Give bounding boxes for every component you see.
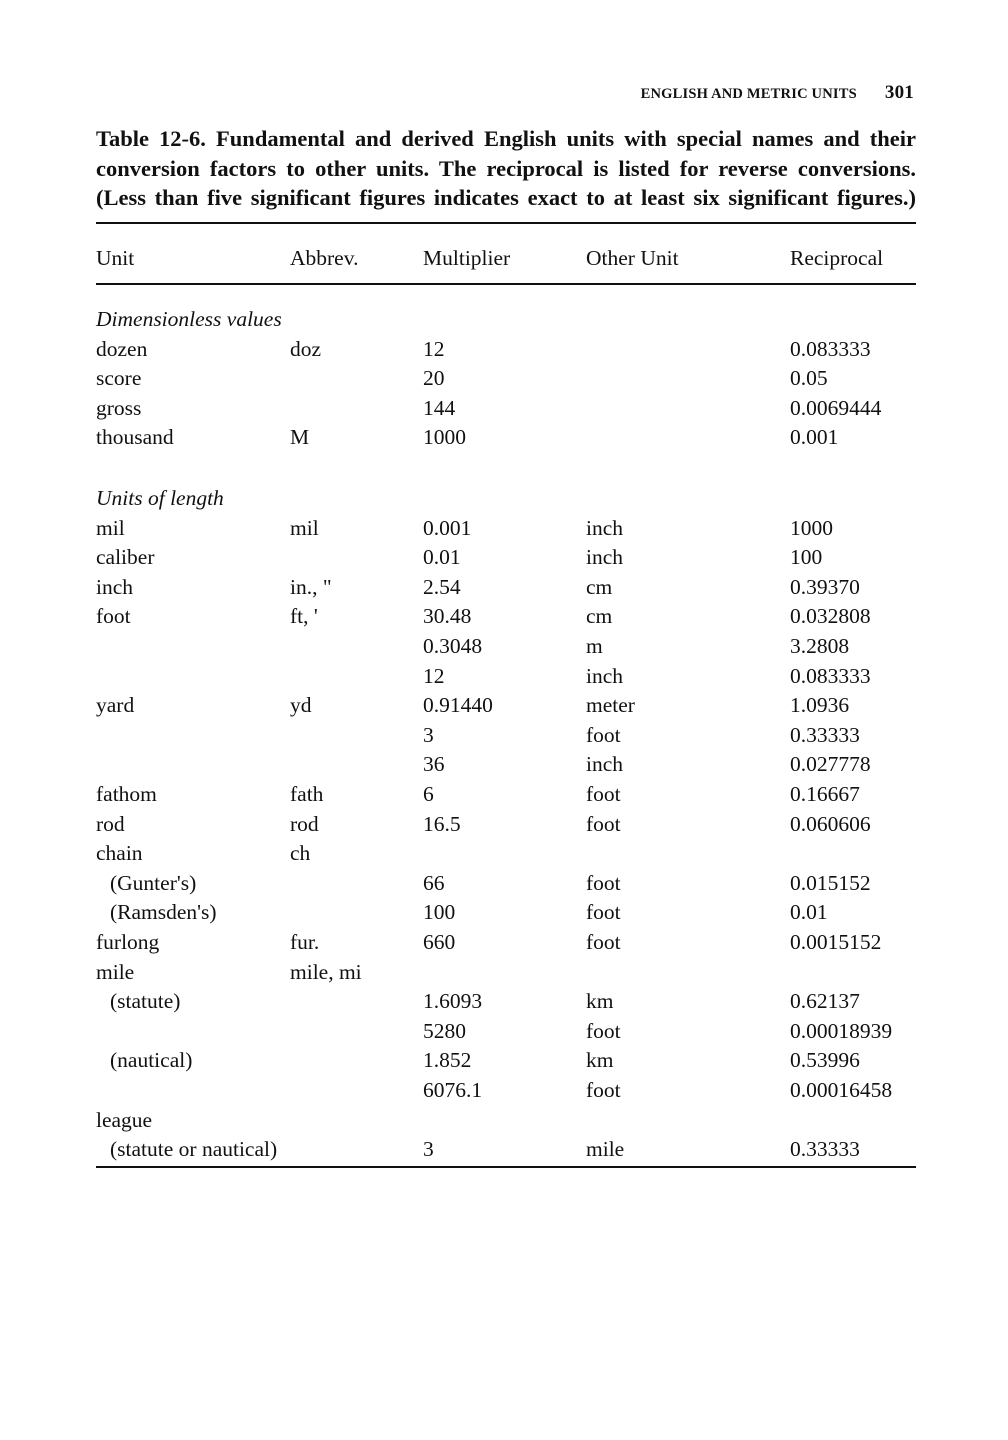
cell-multiplier: 30.48 (423, 604, 472, 629)
cell-multiplier: 3 (423, 1137, 434, 1162)
cell-reciprocal: 0.62137 (790, 989, 860, 1014)
cell-other: inch (586, 663, 624, 688)
section-heading: Units of length (96, 486, 224, 510)
cell-other: cm (586, 574, 613, 599)
cell-reciprocal: 0.083333 (790, 663, 871, 688)
cell-multiplier: 3 (423, 722, 434, 747)
cell-other: m (586, 634, 603, 658)
cell-unit: fathom (96, 782, 157, 806)
cell-other: km (586, 989, 614, 1014)
cell-reciprocal: 0.00018939 (790, 1018, 893, 1043)
cell-unit: league (96, 1107, 153, 1132)
cell-reciprocal: 0.01 (790, 900, 828, 925)
cell-unit: inch (96, 574, 134, 599)
table-header-rule (96, 283, 916, 285)
table-top-rule (96, 222, 916, 224)
column-header-multiplier: Multiplier (423, 246, 511, 270)
cell-unit: rod (96, 811, 125, 836)
caption-line: conversion factors to other units. The reciprocal is listed for reverse conversions. (96, 155, 916, 181)
cell-reciprocal: 0.0015152 (790, 930, 882, 954)
cell-multiplier: 16.5 (423, 811, 461, 836)
cell-reciprocal: 0.05 (790, 366, 828, 391)
cell-multiplier: 1.852 (423, 1048, 472, 1073)
cell-reciprocal: 0.0069444 (790, 395, 882, 420)
cell-reciprocal: 0.083333 (790, 336, 871, 361)
cell-unit: chain (96, 841, 143, 866)
cell-reciprocal: 0.015152 (790, 870, 871, 895)
cell-other: foot (586, 870, 621, 895)
cell-other: inch (586, 545, 624, 570)
cell-unit: (statute or nautical) (110, 1137, 278, 1162)
cell-abbrev: in., " (290, 574, 332, 599)
cell-reciprocal: 1.0936 (790, 693, 850, 718)
column-header-other-unit: Other Unit (586, 246, 679, 270)
caption-line: (Less than five significant figures indicates exact to at least six significant figures.) (96, 185, 916, 210)
cell-reciprocal: 0.33333 (790, 722, 860, 747)
cell-reciprocal: 0.53996 (790, 1048, 860, 1073)
table-caption (96, 124, 916, 213)
cell-multiplier: 0.01 (423, 545, 461, 570)
cell-multiplier: 6 (423, 782, 434, 806)
cell-other: mile (586, 1137, 625, 1162)
cell-reciprocal: 0.032808 (790, 604, 871, 629)
cell-unit: furlong (96, 930, 160, 954)
cell-unit: (nautical) (110, 1048, 193, 1073)
cell-multiplier: 144 (423, 395, 456, 420)
cell-multiplier: 1.6093 (423, 989, 483, 1014)
column-header-unit: Unit (96, 246, 135, 270)
cell-other: inch (586, 515, 624, 540)
cell-multiplier: 66 (423, 870, 445, 895)
cell-multiplier: 1000 (423, 425, 466, 450)
cell-reciprocal: 100 (790, 545, 823, 570)
cell-abbrev: yd (290, 693, 312, 718)
cell-reciprocal: 0.027778 (790, 752, 871, 777)
cell-unit: yard (96, 693, 135, 718)
cell-unit: gross (96, 395, 142, 420)
cell-multiplier: 660 (423, 930, 456, 954)
cell-abbrev: doz (290, 336, 322, 361)
cell-abbrev: rod (290, 811, 319, 836)
page-number: 301 (884, 82, 914, 103)
cell-abbrev: ft, ' (290, 604, 318, 629)
cell-multiplier: 20 (423, 366, 445, 391)
cell-unit: thousand (96, 425, 174, 450)
cell-other: foot (586, 811, 621, 836)
cell-unit: mil (96, 515, 125, 540)
cell-other: foot (586, 1078, 621, 1102)
cell-multiplier: 36 (423, 752, 445, 777)
cell-multiplier: 100 (423, 900, 456, 925)
cell-multiplier: 0.3048 (423, 634, 483, 658)
cell-multiplier: 0.001 (423, 515, 472, 540)
cell-unit: foot (96, 604, 131, 629)
running-head (641, 82, 914, 104)
column-header-abbrev: Abbrev. (290, 246, 359, 270)
cell-multiplier: 5280 (423, 1018, 466, 1043)
cell-unit: dozen (96, 336, 148, 361)
cell-abbrev: ch (290, 841, 311, 866)
cell-unit: (Ramsden's) (110, 900, 217, 925)
cell-reciprocal: 0.001 (790, 425, 839, 450)
cell-reciprocal: 0.060606 (790, 811, 871, 836)
cell-unit: score (96, 366, 142, 391)
cell-reciprocal: 1000 (790, 515, 833, 540)
cell-multiplier: 12 (423, 336, 445, 361)
cell-abbrev: M (290, 425, 310, 450)
cell-other: foot (586, 722, 621, 747)
cell-multiplier: 6076.1 (423, 1078, 483, 1102)
column-header-reciprocal: Reciprocal (790, 246, 884, 270)
cell-other: cm (586, 604, 613, 629)
cell-other: km (586, 1048, 614, 1073)
cell-multiplier: 2.54 (423, 574, 461, 599)
cell-abbrev: fur. (290, 930, 320, 954)
table-bottom-rule (96, 1166, 916, 1168)
cell-other: foot (586, 900, 621, 925)
cell-reciprocal: 0.33333 (790, 1137, 860, 1162)
cell-other: foot (586, 930, 621, 954)
cell-other: foot (586, 782, 621, 806)
cell-unit: (Gunter's) (110, 870, 197, 895)
cell-reciprocal: 0.16667 (790, 782, 860, 806)
section-heading: Dimensionless values (96, 307, 282, 331)
cell-reciprocal: 3.2808 (790, 634, 850, 658)
cell-unit: caliber (96, 545, 155, 570)
cell-other: meter (586, 693, 635, 718)
cell-multiplier: 12 (423, 663, 445, 688)
running-head-title: ENGLISH AND METRIC UNITS (640, 86, 857, 102)
cell-abbrev: mil (290, 515, 319, 540)
cell-unit: mile (96, 959, 135, 984)
cell-unit: (statute) (110, 989, 181, 1014)
cell-abbrev: mile, mi (290, 959, 362, 984)
cell-reciprocal: 0.39370 (790, 574, 860, 599)
cell-abbrev: fath (290, 782, 324, 806)
cell-other: inch (586, 752, 624, 777)
cell-reciprocal: 0.00016458 (790, 1078, 893, 1102)
cell-other: foot (586, 1018, 621, 1043)
cell-multiplier: 0.91440 (423, 693, 493, 718)
caption-line: Table 12-6. Fundamental and derived English units with special names and their (96, 126, 916, 151)
